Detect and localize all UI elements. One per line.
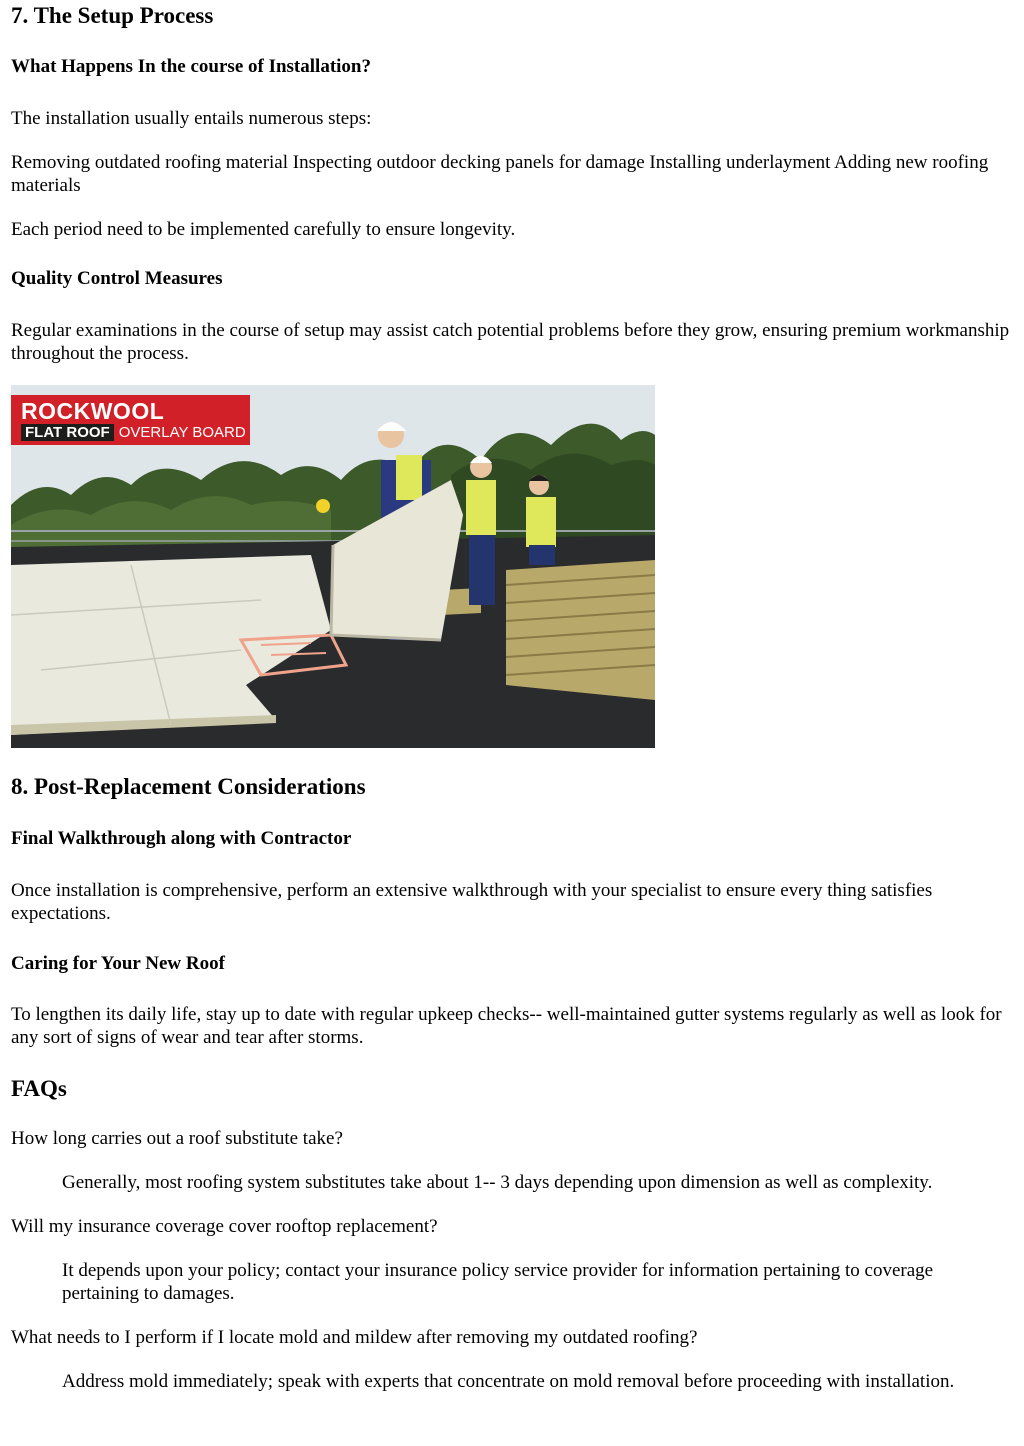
walkthrough-subheading: Final Walkthrough along with Contractor [11,828,352,849]
installation-steps: Removing outdated roofing material Inspecting outdoor decking panels for damage Installing underlayment Adding new roofing materials [11,152,989,196]
caring-subheading: Caring for Your New Roof [11,953,225,974]
walkthrough-text: Once installation is comprehensive, perform an extensive walkthrough with your specialist to ensure every thing satisfies expectations. [11,880,933,924]
faq-answer: It depends upon your policy; contact your insurance policy service provider for information pertaining to coverage pertaining to damages. [62,1260,934,1304]
faq-question: Will my insurance coverage cover rooftop replacement? [11,1216,438,1237]
rockwool-logo [11,395,250,445]
section-7-heading: 7. The Setup Process [11,3,214,28]
installation-note: Each period need to be implemented carefully to ensure longevity. [11,219,516,240]
installation-subheading: What Happens In the course of Installation? [11,56,371,77]
roof-installation-photo [11,385,655,748]
installation-intro: The installation usually entails numerous steps: [11,108,372,129]
brand-line-b: OVERLAY BOARD [118,424,246,441]
brand-name: ROCKWOOL [21,398,165,424]
faqs-heading: FAQs [11,1076,67,1101]
faq-answer: Generally, most roofing system substitutes take about 1-- 3 days depending upon dimension as well as complexity. [62,1172,933,1193]
brand-line-a: FLAT ROOF [21,424,114,441]
brand-product-line [21,424,246,442]
section-8-heading: 8. Post-Replacement Considerations [11,774,366,799]
faq-question: How long carries out a roof substitute take? [11,1128,343,1149]
faq-answer: Address mold immediately; speak with experts that concentrate on mold removal before proceeding with installation. [62,1371,955,1392]
faq-question: What needs to I perform if I locate mold and mildew after removing my outdated roofing? [11,1327,698,1348]
quality-control-subheading: Quality Control Measures [11,268,223,289]
caring-text: To lengthen its daily life, stay up to date with regular upkeep checks-- well-maintained gutter systems regularly as well as look for any sort of signs of wear and tear after storms. [11,1004,1002,1048]
quality-control-text: Regular examinations in the course of setup may assist catch potential problems before they grow, ensuring premium workmanship throughout the process. [11,320,1010,364]
